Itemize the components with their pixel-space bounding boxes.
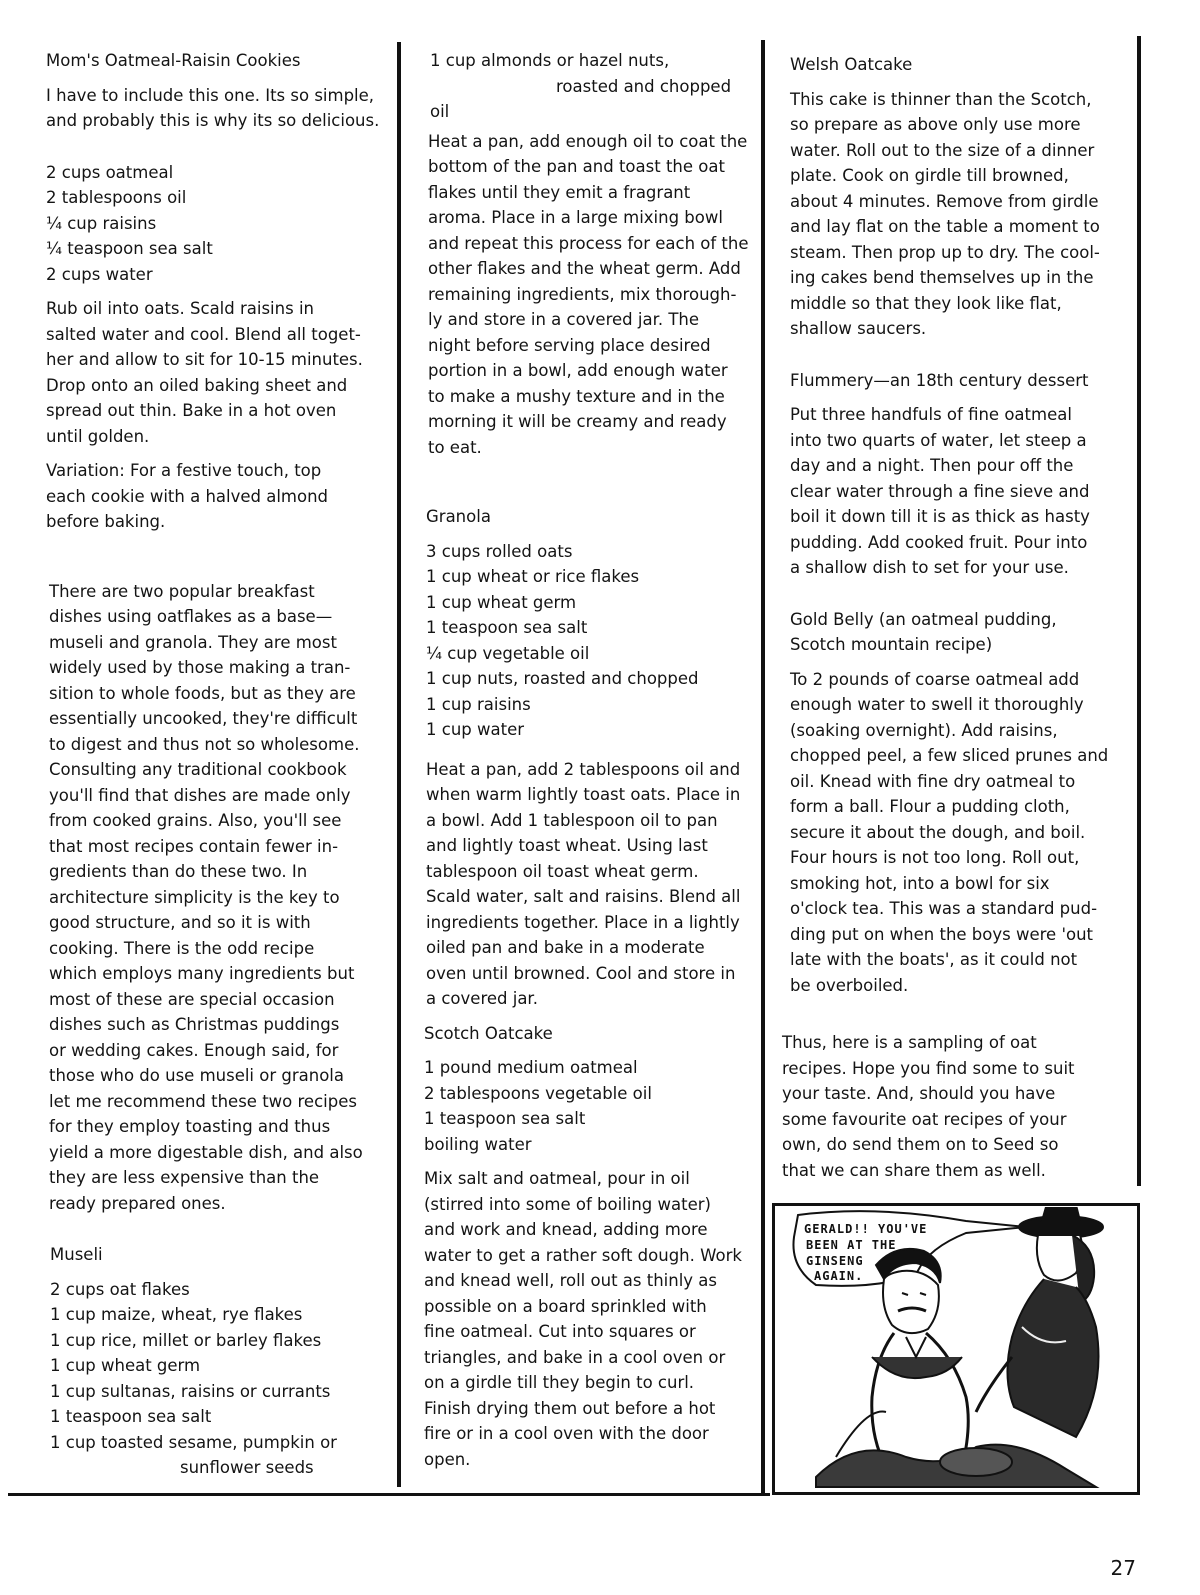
museli-method-line: to make a mushy texture and in the bbox=[428, 386, 725, 406]
speech-line: GINSENG bbox=[806, 1254, 864, 1268]
welsh-method-line: and lay flat on the table a moment to bbox=[790, 217, 1100, 236]
welsh-method-line: This cake is thinner than the Scotch, bbox=[790, 89, 1092, 109]
closing-line: some favourite oat recipes of your bbox=[782, 1109, 1067, 1129]
gold-belly-method-line: Four hours is not too long. Roll out, bbox=[790, 848, 1080, 867]
scotch-ingredient: boiling water bbox=[424, 1134, 532, 1154]
cartoon-illustration bbox=[776, 1207, 1136, 1492]
granola-ingredient: 1 cup wheat or rice flakes bbox=[426, 567, 640, 586]
essay-line: those who do use museli or granola bbox=[49, 1066, 345, 1085]
gold-belly-method-line: chopped peel, a few sliced prunes and bbox=[790, 746, 1109, 765]
flummery-method-line: clear water through a fine sieve and bbox=[790, 481, 1090, 501]
speech-line: GERALD!! YOU'VE bbox=[804, 1222, 928, 1236]
cartoon-frame-left bbox=[772, 1203, 775, 1495]
gold-belly-title: Gold Belly (an oatmeal pudding, bbox=[790, 609, 1057, 629]
speech-line: AGAIN. bbox=[814, 1269, 864, 1283]
essay-line: let me recommend these two recipes bbox=[49, 1091, 357, 1111]
welsh-title: Welsh Oatcake bbox=[790, 55, 913, 74]
museli-title: Museli bbox=[50, 1245, 103, 1264]
granola-method-line: and lightly toast wheat. Using last bbox=[426, 836, 708, 855]
granola-method-line: a covered jar. bbox=[426, 989, 538, 1008]
museli-method-line: Heat a pan, add enough oil to coat the bbox=[428, 131, 748, 151]
cookies-ingredient: 2 cups oatmeal bbox=[46, 162, 174, 182]
museli-method-line: bottom of the pan and toast the oat bbox=[428, 157, 725, 176]
museli-method-line: aroma. Place in a large mixing bowl bbox=[428, 208, 723, 227]
cookies-intro-line: I have to include this one. Its so simple, bbox=[46, 85, 375, 105]
museli-ingredient: 1 cup sultanas, raisins or currants bbox=[50, 1381, 331, 1401]
scotch-method-line: Mix salt and oatmeal, pour in oil bbox=[424, 1169, 690, 1188]
gold-belly-method-line: oil. Knead with fine dry oatmeal to bbox=[790, 771, 1076, 791]
granola-method-line: tablespoon oil toast wheat germ. bbox=[426, 861, 699, 881]
museli-method-line: night before serving place desired bbox=[428, 335, 711, 355]
welsh-method-line: shallow saucers. bbox=[790, 319, 927, 338]
essay-line: to digest and thus not so wholesome. bbox=[49, 734, 360, 754]
closing-line: your taste. And, should you have bbox=[782, 1084, 1056, 1103]
closing-line: recipes. Hope you find some to suit bbox=[782, 1058, 1075, 1078]
welsh-method-line: plate. Cook on girdle till browned, bbox=[790, 166, 1069, 185]
cookies-ingredient: 2 cups water bbox=[46, 264, 153, 284]
closing-line: that we can share them as well. bbox=[782, 1160, 1046, 1180]
essay-line: most of these are special occasion bbox=[49, 989, 335, 1009]
granola-ingredient: 1 cup wheat germ bbox=[426, 592, 577, 612]
column-1 bbox=[46, 48, 396, 1481]
gold-belly-method-line: be overboiled. bbox=[790, 975, 909, 995]
museli-method-line: to eat. bbox=[428, 437, 482, 457]
essay-line: architecture simplicity is the key to bbox=[49, 887, 340, 907]
museli-ingredient: 1 cup toasted sesame, pumpkin or bbox=[50, 1432, 337, 1452]
column-rule-right bbox=[1137, 36, 1141, 1186]
scotch-ingredient: 1 teaspoon sea salt bbox=[424, 1109, 586, 1128]
welsh-method-line: middle so that they look like flat, bbox=[790, 293, 1062, 313]
essay-line: dishes using oatflakes as a base— bbox=[49, 607, 333, 626]
essay-line: Consulting any traditional cookbook bbox=[49, 760, 347, 779]
welsh-method-line: steam. Then prop up to dry. The cool- bbox=[790, 242, 1100, 262]
scotch-method-line: Finish drying them out before a hot bbox=[424, 1398, 716, 1418]
essay-paragraph bbox=[46, 579, 396, 1217]
museli-method-line: remaining ingredients, mix thorough- bbox=[428, 284, 737, 304]
woman-figure bbox=[976, 1207, 1103, 1437]
essay-line: yield a more digestable dish, and also bbox=[49, 1142, 363, 1162]
cookies-method-line: Rub oil into oats. Scald raisins in bbox=[46, 299, 314, 318]
granola-ingredient: 1 cup nuts, roasted and chopped bbox=[426, 669, 699, 688]
flummery-method-line: day and a night. Then pour off the bbox=[790, 456, 1074, 475]
museli-method bbox=[424, 129, 764, 461]
essay-line: which employs many ingredients but bbox=[49, 964, 355, 983]
bottom-rule bbox=[8, 1493, 770, 1496]
gold-belly-method-line: (soaking overnight). Add raisins, bbox=[790, 720, 1058, 740]
flummery-method-line: Put three handfuls of fine oatmeal bbox=[790, 405, 1072, 424]
granola-method-line: oiled pan and bake in a moderate bbox=[426, 938, 705, 957]
cartoon-frame-bottom bbox=[772, 1492, 1140, 1495]
flummery-method-line: into two quarts of water, let steep a bbox=[790, 430, 1087, 450]
cookies-variation-line: before baking. bbox=[46, 512, 166, 531]
scotch-recipe bbox=[424, 1021, 764, 1473]
cookies-variation-line: each cookie with a halved almond bbox=[46, 486, 329, 506]
granola-method-line: ingredients together. Place in a lightly bbox=[426, 912, 740, 932]
granola-method-line: Scald water, salt and raisins. Blend all bbox=[426, 887, 741, 906]
cookies-method-line: salted water and cool. Blend all toget- bbox=[46, 324, 361, 344]
cookies-ingredient: 2 tablespoons oil bbox=[46, 188, 187, 207]
essay-line: they are less expensive than the bbox=[49, 1168, 320, 1187]
museli-ingredient: 1 cup rice, millet or barley flakes bbox=[50, 1330, 322, 1350]
essay-line: essentially uncooked, they're difficult bbox=[49, 709, 358, 728]
closing-line: own, do send them on to Seed so bbox=[782, 1135, 1059, 1154]
essay-line: gredients than do these two. In bbox=[49, 862, 308, 881]
museli-ingredient: 2 cups oat flakes bbox=[50, 1279, 190, 1299]
gold-belly-method-line: To 2 pounds of coarse oatmeal add bbox=[790, 669, 1080, 689]
cookies-method-line: her and allow to sit for 10-15 minutes. bbox=[46, 350, 363, 369]
granola-title: Granola bbox=[426, 507, 491, 526]
museli-method-line: portion in a bowl, add enough water bbox=[428, 361, 728, 380]
essay-line: for they employ toasting and thus bbox=[49, 1117, 331, 1136]
scotch-ingredient: 1 pound medium oatmeal bbox=[424, 1058, 638, 1077]
scotch-method-line: fire or in a cool oven with the door bbox=[424, 1424, 709, 1443]
welsh-method-line: water. Roll out to the size of a dinner bbox=[790, 140, 1095, 160]
cartoon-frame-right bbox=[1137, 1203, 1140, 1495]
museli-ingredient: 1 cup almonds or hazel nuts, bbox=[430, 51, 670, 70]
gold-belly-method-line: form a ball. Flour a pudding cloth, bbox=[790, 797, 1070, 816]
cookies-method-line: Drop onto an oiled baking sheet and bbox=[46, 375, 348, 395]
essay-line: cooking. There is the odd recipe bbox=[49, 938, 315, 958]
museli-ingredients bbox=[46, 1277, 396, 1481]
granola-method-line: Heat a pan, add 2 tablespoons oil and bbox=[426, 759, 741, 779]
scotch-method-line: and knead well, roll out as thinly as bbox=[424, 1271, 718, 1290]
museli-method-line: flakes until they emit a fragrant bbox=[428, 182, 691, 202]
essay-line: you'll find that dishes are made only bbox=[49, 785, 351, 805]
welsh-method-line: ing cakes bend themselves up in the bbox=[790, 268, 1094, 287]
scotch-method-line: (stirred into some of boiling water) bbox=[424, 1194, 711, 1214]
cookies-method-line: spread out thin. Bake in a hot oven bbox=[46, 401, 337, 420]
scotch-method-line: possible on a board sprinkled with bbox=[424, 1296, 707, 1316]
scotch-method-line: and work and knead, adding more bbox=[424, 1220, 708, 1239]
scotch-method-line: on a girdle till they begin to curl. bbox=[424, 1373, 695, 1392]
scotch-method-line: triangles, and bake in a cool oven or bbox=[424, 1347, 726, 1367]
granola-method-line: when warm lightly toast oats. Place in bbox=[426, 785, 741, 804]
museli-method-line: ly and store in a covered jar. The bbox=[428, 310, 700, 329]
flummery-method-line: boil it down till it is as thick as hasty bbox=[790, 507, 1090, 526]
closing-line: Thus, here is a sampling of oat bbox=[782, 1033, 1037, 1052]
flummery-method-line: pudding. Add cooked fruit. Pour into bbox=[790, 532, 1088, 552]
essay-line: ready prepared ones. bbox=[49, 1193, 226, 1213]
essay-line: There are two popular breakfast bbox=[49, 581, 315, 601]
cookies-method-line: until golden. bbox=[46, 426, 150, 446]
granola-ingredient: 1 cup water bbox=[426, 720, 525, 739]
gold-belly-method-line: secure it about the dough, and boil. bbox=[790, 822, 1086, 842]
column-2 bbox=[424, 48, 764, 1472]
page-number: 27 bbox=[1110, 1556, 1136, 1580]
museli-ingredient-cont: roasted and chopped bbox=[556, 76, 732, 96]
museli-ingredient: 1 teaspoon sea salt bbox=[50, 1407, 212, 1426]
scotch-method-line: open. bbox=[424, 1449, 471, 1469]
granola-ingredient: 3 cups rolled oats bbox=[426, 541, 573, 561]
essay-line: sition to whole foods, but as they are bbox=[49, 683, 356, 703]
museli-ingredient: 1 cup maize, wheat, rye flakes bbox=[50, 1305, 303, 1324]
cookies-variation-line: Variation: For a festive touch, top bbox=[46, 461, 322, 480]
scotch-title: Scotch Oatcake bbox=[424, 1023, 553, 1043]
scotch-method-line: fine oatmeal. Cut into squares or bbox=[424, 1322, 696, 1341]
gold-belly-title: Scotch mountain recipe) bbox=[790, 635, 993, 654]
essay-line: good structure, and so it is with bbox=[49, 913, 311, 932]
column-rule-left bbox=[397, 42, 401, 1487]
granola-ingredient: 1 teaspoon sea salt bbox=[426, 618, 588, 637]
flummery-title: Flummery—an 18th century dessert bbox=[790, 370, 1089, 390]
flummery-method-line: a shallow dish to set for your use. bbox=[790, 558, 1069, 577]
column-3 bbox=[782, 52, 1135, 1183]
museli-method-line: morning it will be creamy and ready bbox=[428, 412, 727, 431]
essay-line: widely used by those making a tran- bbox=[49, 658, 351, 677]
granola-recipe bbox=[424, 504, 764, 1012]
granola-ingredient: 1 cup raisins bbox=[426, 694, 531, 714]
scotch-method-line: water to get a rather soft dough. Work bbox=[424, 1245, 742, 1265]
welsh-method-line: so prepare as above only use more bbox=[790, 115, 1081, 134]
granola-method-line: a bowl. Add 1 tablespoon oil to pan bbox=[426, 810, 718, 830]
gold-belly-method-line: enough water to swell it thoroughly bbox=[790, 695, 1084, 714]
museli-method-line: and repeat this process for each of the bbox=[428, 233, 749, 253]
cookies-ingredient: ¼ cup raisins bbox=[46, 213, 157, 233]
essay-line: dishes such as Christmas puddings bbox=[49, 1015, 340, 1034]
granola-method-line: oven until browned. Cool and store in bbox=[426, 963, 736, 983]
gold-belly-method-line: smoking hot, into a bowl for six bbox=[790, 873, 1050, 893]
museli-ingredient-cont: sunflower seeds bbox=[180, 1458, 314, 1477]
closing-paragraph bbox=[782, 1030, 1135, 1183]
granola-ingredient: ¼ cup vegetable oil bbox=[426, 643, 590, 663]
essay-line: from cooked grains. Also, you'll see bbox=[49, 811, 342, 830]
gold-belly-method-line: ding put on when the boys were 'out bbox=[790, 924, 1094, 944]
cartoon-frame-top bbox=[772, 1203, 1140, 1206]
museli-ingredient: oil bbox=[430, 102, 450, 121]
essay-line: or wedding cakes. Enough said, for bbox=[49, 1040, 339, 1060]
welsh-method-line: about 4 minutes. Remove from girdle bbox=[790, 191, 1099, 211]
scotch-ingredient: 2 tablespoons vegetable oil bbox=[424, 1083, 652, 1103]
gold-belly-method-line: late with the boats', as it could not bbox=[790, 950, 1078, 969]
essay-line: that most recipes contain fewer in- bbox=[49, 836, 339, 856]
museli-method-line: other flakes and the wheat germ. Add bbox=[428, 259, 741, 278]
cookies-ingredient: ¼ teaspoon sea salt bbox=[46, 239, 213, 258]
museli-ingredient: 1 cup wheat germ bbox=[50, 1356, 201, 1375]
cookies-intro-line: and probably this is why its so delicious. bbox=[46, 111, 380, 130]
speech-line: BEEN AT THE bbox=[806, 1238, 897, 1252]
cookies-title: Mom's Oatmeal-Raisin Cookies bbox=[46, 51, 301, 70]
gold-belly-method-line: o'clock tea. This was a standard pud- bbox=[790, 899, 1098, 918]
essay-line: museli and granola. They are most bbox=[49, 632, 337, 652]
